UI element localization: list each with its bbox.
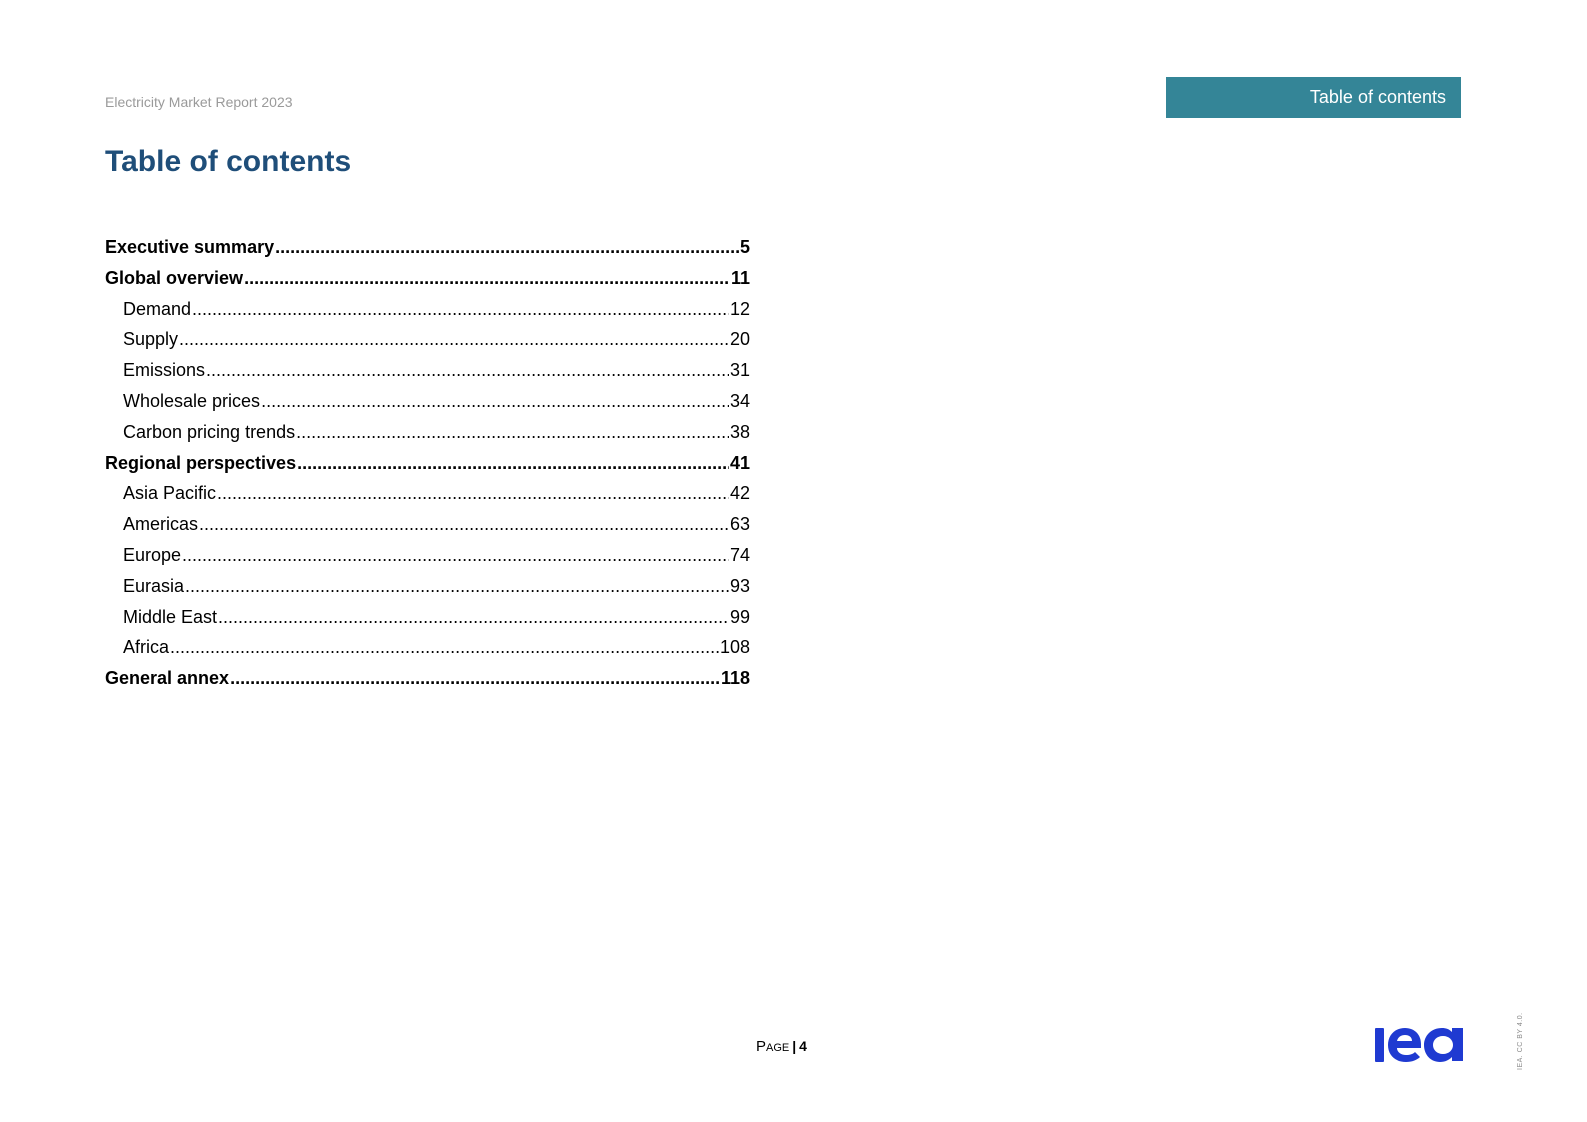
toc-entry[interactable] [105,483,750,514]
section-tab[interactable]: Table of contents [1166,77,1461,118]
toc-dot-leader [297,453,729,474]
toc-entry[interactable] [105,268,750,299]
page-number-value: 4 [799,1038,807,1054]
toc-entry-label: Wholesale prices [123,390,261,411]
toc-entry-label: Africa [123,637,170,658]
toc-dot-leader [244,268,730,289]
toc-entry-label: Demand [123,298,192,319]
iea-logo [1375,1024,1463,1064]
toc-entry-label: Asia Pacific [123,483,217,504]
toc-dot-leader [296,422,729,443]
toc-entry[interactable] [105,299,750,330]
toc-entry-label: Supply [123,329,179,350]
toc-entry-label: Emissions [123,360,206,381]
toc-entry-page: 31 [729,360,750,381]
toc-entry[interactable] [105,422,750,453]
license-text: IEA. CC BY 4.0. [1517,1012,1524,1070]
toc-dot-leader [218,607,729,628]
toc-entry-page: 34 [729,390,750,411]
report-name: Electricity Market Report 2023 [105,94,293,110]
toc-dot-leader [179,329,729,350]
toc-dot-leader [275,237,739,258]
toc-dot-leader [230,668,720,689]
toc-entry-page: 42 [729,483,750,504]
toc-entry-label: Regional perspectives [105,452,297,473]
page-title: Table of contents [105,145,352,178]
toc-entry-page: 118 [720,668,750,689]
toc-entry-page: 20 [729,329,750,350]
toc-dot-leader [199,514,729,535]
toc-entry-label: Executive summary [105,237,275,257]
toc-dot-leader [206,360,729,381]
page-number [756,1038,807,1055]
toc-entry[interactable] [105,545,750,576]
toc-entry[interactable] [105,360,750,391]
toc-entry[interactable] [105,668,750,699]
toc-entry[interactable] [105,607,750,638]
toc-entry-page: 38 [729,421,750,442]
toc-entry-page: 99 [729,606,750,627]
toc-dot-leader [170,637,719,658]
toc-dot-leader [185,576,729,597]
toc-entry-label: Europe [123,544,182,565]
iea-logo-a [1424,1028,1463,1062]
toc-entry-label: Eurasia [123,575,185,596]
toc-entry-page: 74 [729,544,750,565]
toc-entry-page: 12 [729,298,750,319]
toc-entry[interactable] [105,391,750,422]
iea-logo-i [1375,1028,1384,1062]
page-separator: | [792,1038,797,1054]
toc-entry-label: General annex [105,668,230,689]
toc-dot-leader [261,391,729,412]
toc-entry-label: Carbon pricing trends [123,421,296,442]
toc-entry-page: 93 [729,575,750,596]
toc-entry-label: Global overview [105,267,244,288]
toc-dot-leader [192,299,729,320]
toc-entry[interactable] [105,453,750,484]
toc-entry[interactable] [105,637,750,668]
toc-entry-page: 63 [729,514,750,535]
toc-entry-label: Middle East [123,606,218,627]
iea-logo-e [1388,1028,1421,1062]
toc-entry[interactable] [105,576,750,607]
toc-entry-page: 108 [719,637,750,658]
toc-entry[interactable] [105,514,750,545]
table-of-contents [105,237,750,699]
toc-dot-leader [182,545,729,566]
toc-dot-leader [217,483,729,504]
toc-entry-page: 11 [730,267,750,288]
toc-entry-label: Americas [123,514,199,535]
page-label: Page [756,1038,790,1055]
toc-entry-page: 41 [729,452,750,473]
toc-entry-page: 5 [739,237,750,257]
toc-entry[interactable] [105,237,750,268]
toc-entry[interactable] [105,329,750,360]
